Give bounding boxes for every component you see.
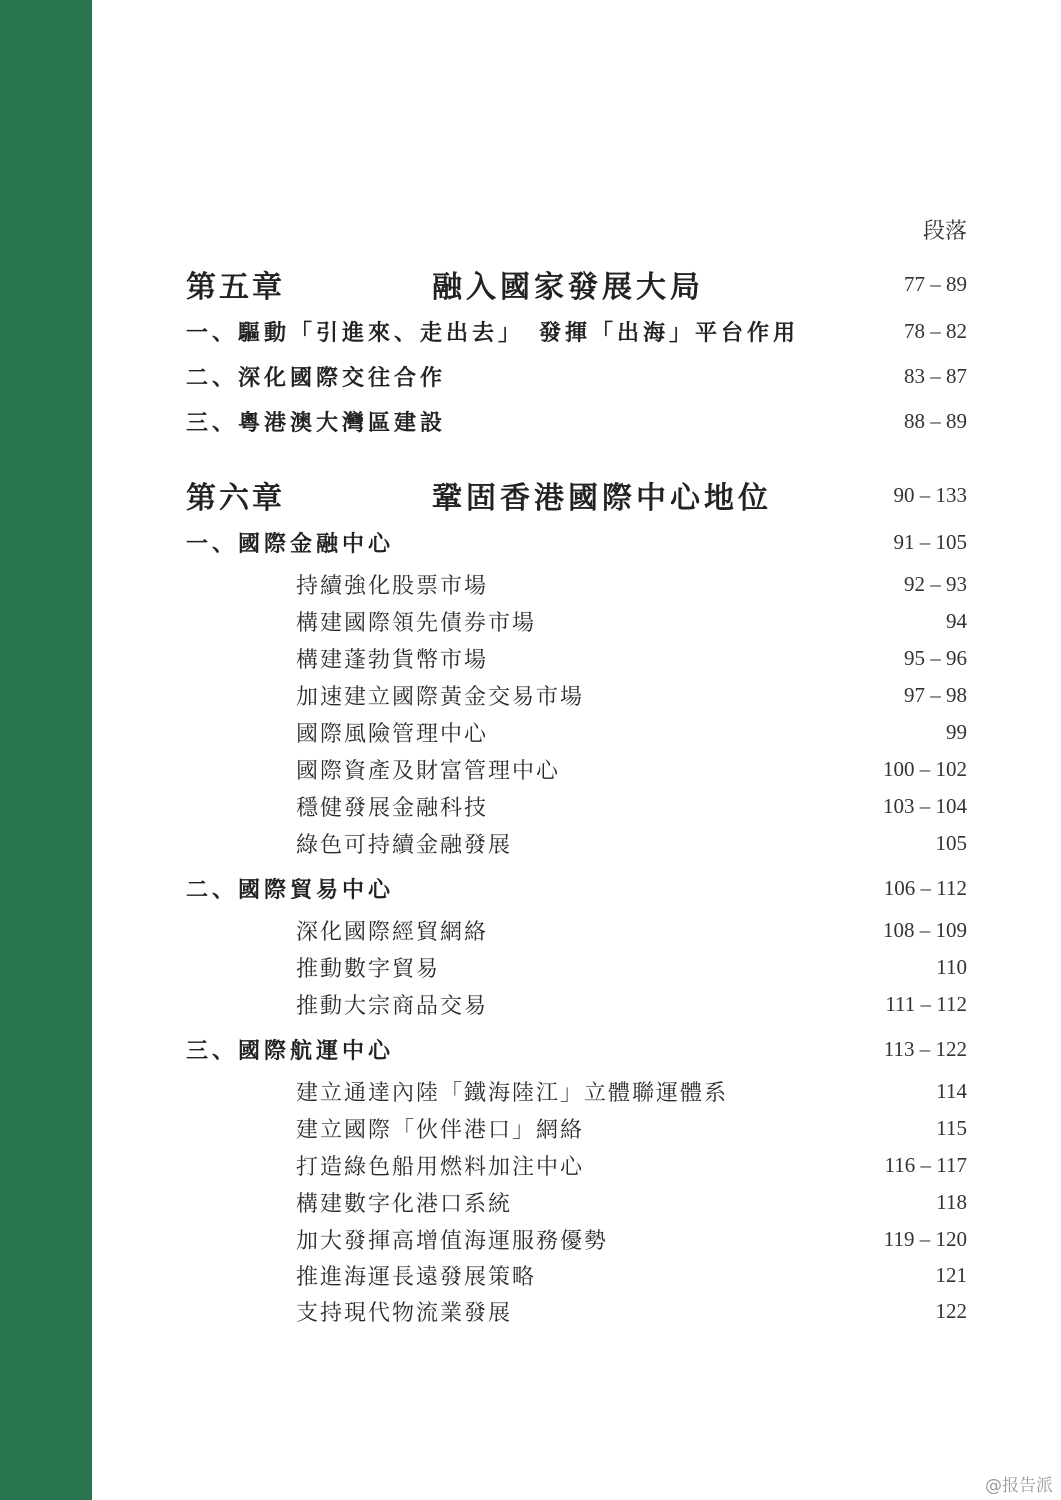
page-range: 77 – 89 bbox=[904, 271, 967, 296]
page-range: 103 – 104 bbox=[883, 793, 967, 818]
toc-section-row bbox=[186, 403, 967, 439]
subsection-title: 綠色可持續金融發展 bbox=[296, 832, 513, 858]
subsection-title: 深化國際經貿網絡 bbox=[296, 919, 489, 945]
page-range: 97 – 98 bbox=[904, 682, 967, 707]
section-title: 二、深化國際交往合作 bbox=[186, 364, 447, 391]
toc-subsection-row bbox=[296, 1073, 967, 1109]
toc-section-row bbox=[186, 358, 967, 394]
toc-subsection-row bbox=[296, 640, 967, 676]
subsection-title: 推進海運長遠發展策略 bbox=[296, 1264, 537, 1290]
subsection-title: 持續強化股票市場 bbox=[296, 573, 489, 599]
subsection-title: 構建數字化港口系統 bbox=[296, 1191, 513, 1217]
toc-subsection-row bbox=[296, 1147, 967, 1183]
page-range: 110 bbox=[936, 954, 967, 979]
page-range: 99 bbox=[946, 719, 967, 744]
toc-subsection-row bbox=[296, 825, 967, 861]
page-range: 88 – 89 bbox=[904, 408, 967, 433]
page-range: 121 bbox=[935, 1262, 967, 1287]
chapter-number: 第六章 bbox=[186, 481, 285, 516]
toc-subsection-row bbox=[296, 1110, 967, 1146]
subsection-title: 加速建立國際黃金交易市場 bbox=[296, 684, 585, 710]
page-range: 106 – 112 bbox=[883, 875, 967, 900]
subsection-title: 建立通達內陸「鐵海陸江」立體聯運體系 bbox=[296, 1080, 729, 1106]
toc-subsection-row bbox=[296, 677, 967, 713]
subsection-title: 推動大宗商品交易 bbox=[296, 993, 489, 1019]
page-range: 122 bbox=[935, 1298, 967, 1323]
page-range: 91 – 105 bbox=[893, 529, 967, 554]
page-range: 118 bbox=[936, 1189, 967, 1214]
page-range: 83 – 87 bbox=[904, 363, 967, 388]
chapter-number: 第五章 bbox=[186, 270, 285, 305]
page-range: 95 – 96 bbox=[904, 645, 967, 670]
subsection-title: 支持現代物流業發展 bbox=[296, 1300, 513, 1326]
section-title: 三、國際航運中心 bbox=[186, 1037, 395, 1064]
subsection-title: 加大發揮高增值海運服務優勢 bbox=[296, 1228, 609, 1254]
section-title: 三、粵港澳大灣區建設 bbox=[186, 409, 447, 436]
section-title: 二、國際貿易中心 bbox=[186, 876, 395, 903]
page-range: 100 – 102 bbox=[883, 756, 967, 781]
toc-subsection-row bbox=[296, 566, 967, 602]
toc-subsection-row bbox=[296, 603, 967, 639]
toc-section-row bbox=[186, 313, 967, 349]
toc-subsection-row bbox=[296, 986, 967, 1022]
toc-subsection-row bbox=[296, 912, 967, 948]
page-range: 111 – 112 bbox=[885, 991, 967, 1016]
page-range: 92 – 93 bbox=[904, 571, 967, 596]
column-header-paragraph: 段落 bbox=[922, 219, 967, 244]
subsection-title: 構建國際領先債券市場 bbox=[296, 610, 537, 636]
toc-subsection-row bbox=[296, 751, 967, 787]
toc-subsection-row bbox=[296, 1257, 967, 1293]
chapter-title: 融入國家發展大局 bbox=[432, 270, 704, 305]
page-range: 108 – 109 bbox=[883, 917, 967, 942]
chapter-6-row bbox=[186, 477, 967, 516]
toc-subsection-row bbox=[296, 1293, 967, 1329]
page-range: 113 – 122 bbox=[883, 1036, 967, 1061]
subsection-title: 推動數字貿易 bbox=[296, 956, 441, 982]
toc-section-row bbox=[186, 870, 967, 906]
toc-subsection-row bbox=[296, 714, 967, 750]
page-range: 105 bbox=[935, 830, 967, 855]
page-range: 115 bbox=[936, 1115, 967, 1140]
section-title: 一、驅動「引進來、走出去」 發揮「出海」平台作用 bbox=[186, 319, 800, 346]
page-range: 78 – 82 bbox=[904, 318, 967, 343]
toc-subsection-row bbox=[296, 1221, 967, 1257]
toc-subsection-row bbox=[296, 1184, 967, 1220]
chapter-5-row bbox=[186, 266, 967, 305]
toc-section-row bbox=[186, 524, 967, 560]
section-title: 一、國際金融中心 bbox=[186, 530, 395, 557]
page-range: 116 – 117 bbox=[884, 1152, 967, 1177]
page-range: 119 – 120 bbox=[883, 1226, 967, 1251]
subsection-title: 穩健發展金融科技 bbox=[296, 795, 489, 821]
green-side-band bbox=[0, 0, 92, 1500]
subsection-title: 國際資產及財富管理中心 bbox=[296, 758, 561, 784]
chapter-title: 鞏固香港國際中心地位 bbox=[432, 481, 772, 516]
toc-subsection-row bbox=[296, 949, 967, 985]
toc-section-row bbox=[186, 1031, 967, 1067]
subsection-title: 建立國際「伙伴港口」網絡 bbox=[296, 1117, 585, 1143]
toc-subsection-row bbox=[296, 788, 967, 824]
page-range: 90 – 133 bbox=[893, 482, 967, 507]
watermark-text: @报告派 bbox=[985, 1476, 1053, 1496]
subsection-title: 國際風險管理中心 bbox=[296, 721, 489, 747]
page-range: 94 bbox=[946, 608, 967, 633]
page-range: 114 bbox=[936, 1078, 967, 1103]
subsection-title: 打造綠色船用燃料加注中心 bbox=[296, 1154, 585, 1180]
subsection-title: 構建蓬勃貨幣市場 bbox=[296, 647, 489, 673]
